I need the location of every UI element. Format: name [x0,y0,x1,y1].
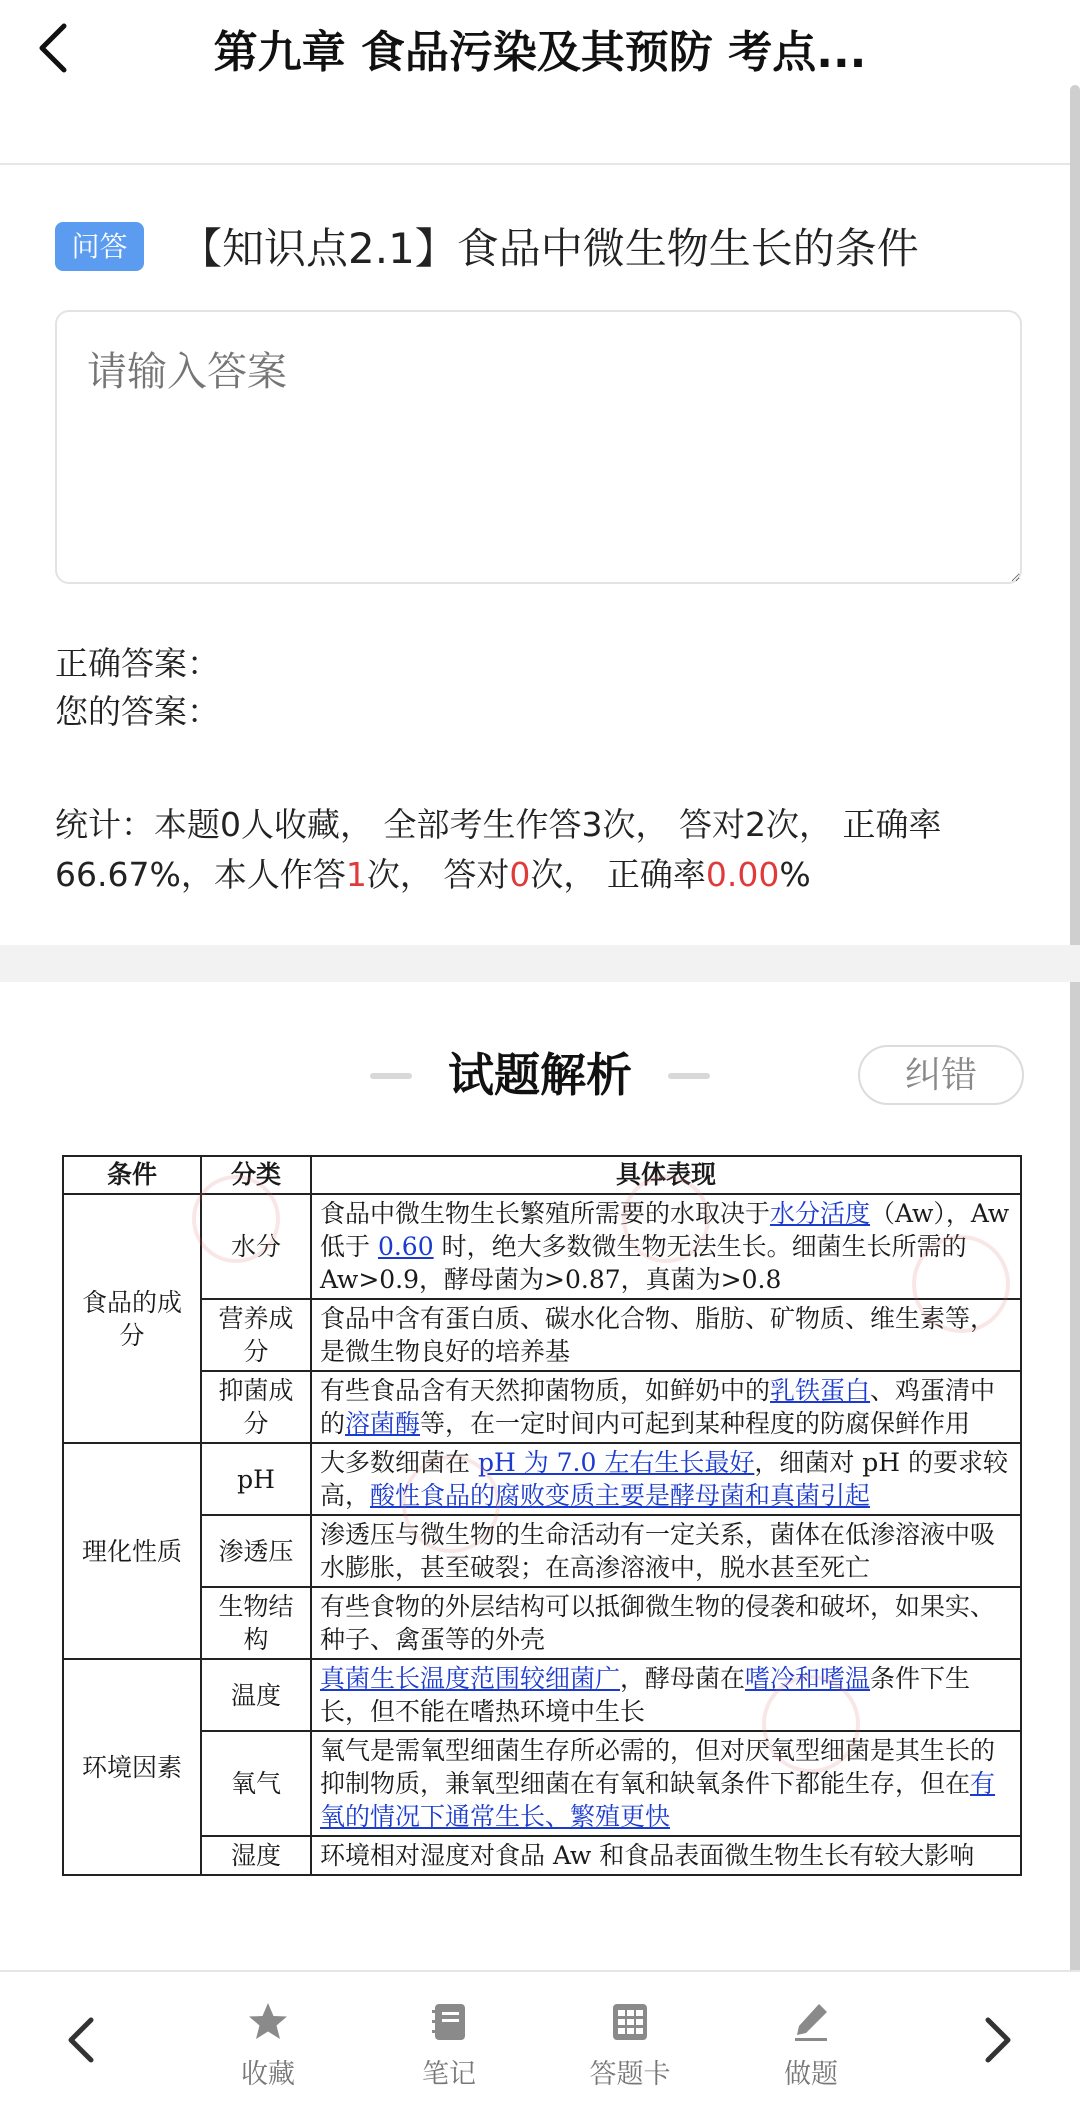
question-header [55,218,1020,288]
analysis-title: 试题解析 [448,1048,632,1102]
tab-label: 做题 [784,2059,838,2090]
group-environment: 环境因素 [63,1659,201,1875]
notebook-icon [427,2000,471,2044]
detail-link[interactable]: 真菌生长温度范围较细菌广 [320,1664,621,1693]
table-row [63,1659,1021,1731]
star-icon [246,2000,290,2044]
title-dash-right [668,1073,710,1079]
group-food-composition: 食品的成分 [63,1194,201,1443]
tab-label: 收藏 [241,2059,295,2090]
table-row [63,1836,1021,1875]
grid-icon [608,2000,652,2044]
table-row [63,1299,1021,1371]
table-row [63,1587,1021,1659]
detail-text: 有些食品含有天然抑菌物质，如鲜奶中的 [320,1376,771,1405]
detail-text: 大多数细菌在 [320,1448,478,1477]
next-question-button[interactable] [968,2012,1024,2068]
detail-text: ，细菌对 pH 的要求较高， [320,1448,1009,1510]
category-cell: 渗透压 [201,1515,311,1587]
tab-notes[interactable] [389,2000,509,2091]
stats-text-4: % [779,855,811,894]
table-row [63,1371,1021,1443]
stats-text-3: 次， 正确率 [530,855,706,894]
header-category: 分类 [201,1156,311,1194]
answer-input[interactable] [55,310,1022,584]
your-answer-label: 您的答案： [55,692,220,731]
detail-text: 氧气是需氧型细菌生存所必需的，但对厌氧型细菌是其生长的抑制物质，兼氧型细菌在有氧和缺氧条件下都能生存，但在 [320,1736,996,1798]
header-condition: 条件 [63,1156,201,1194]
knowledge-table-image [62,1155,1022,1876]
detail-cell [311,1194,1021,1299]
table-row [63,1731,1021,1836]
table-row [63,1194,1021,1299]
table-row [63,1443,1021,1515]
correct-answer-label: 正确答案： [55,644,220,683]
detail-link[interactable]: 酸性食品的腐败变质主要是酵母菌和真菌引起 [370,1481,871,1510]
tab-label: 笔记 [422,2059,476,2090]
detail-cell: 环境相对湿度对食品 Aw 和食品表面微生物生长有较大影响 [311,1836,1021,1875]
category-cell: 生物结构 [201,1587,311,1659]
previous-question-button[interactable] [55,2012,111,2068]
table-row [63,1515,1021,1587]
report-error-button[interactable]: 纠错 [858,1045,1024,1105]
stats-my-rate: 0.00 [705,855,780,894]
tab-practice[interactable] [751,2000,871,2091]
statistics-text [55,800,1045,900]
detail-link[interactable]: 乳铁蛋白 [770,1376,871,1405]
detail-cell: 有些食物的外层结构可以抵御微生物的侵袭和破坏，如果实、种子、禽蛋等的外壳 [311,1587,1021,1659]
category-cell: 抑菌成分 [201,1371,311,1443]
question-type-badge: 问答 [55,222,144,271]
scrollbar[interactable] [1070,85,1080,1975]
detail-text: 、鸡蛋清中的 [320,1376,996,1438]
detail-cell [311,1659,1021,1731]
detail-text: 食品中微生物生长繁殖所需要的水取决于 [320,1199,771,1228]
category-cell: 温度 [201,1659,311,1731]
detail-text: 条件下生长，但不能在嗜热环境中生长 [320,1664,971,1726]
detail-text: 时，绝大多数微生物无法生长。细菌生长所需的 Aw>0.9，酵母菌为>0.87，真菌为>0.8 [320,1232,967,1294]
tab-label: 答题卡 [589,2059,671,2090]
detail-text: ，酵母菌在 [620,1664,746,1693]
tab-favorite[interactable] [208,2000,328,2091]
detail-link[interactable]: 水分活度 [770,1199,871,1228]
category-cell: 氧气 [201,1731,311,1836]
section-divider [0,945,1080,982]
pencil-icon [789,2000,833,2044]
detail-link[interactable]: 嗜冷和嗜温 [745,1664,871,1693]
table-header-row [63,1156,1021,1194]
back-button[interactable] [30,18,90,78]
detail-link[interactable]: 溶菌酶 [345,1409,421,1438]
group-physicochemical: 理化性质 [63,1443,201,1659]
category-cell: 湿度 [201,1836,311,1875]
page-title: 第九章 食品污染及其预防 考点... [213,27,867,78]
category-cell: 营养成分 [201,1299,311,1371]
detail-text: 等，在一定时间内可起到某种程度的防腐保鲜作用 [420,1409,971,1438]
detail-cell [311,1731,1021,1836]
stats-text-2: 次， 答对 [366,855,510,894]
detail-text: （Aw），Aw 低于 [320,1199,1010,1261]
detail-cell [311,1371,1021,1443]
detail-link[interactable]: 有氧的情况下通常生长、繁殖更快 [320,1769,996,1831]
detail-link[interactable]: pH 为 7.0 左右生长最好 [477,1448,755,1477]
stats-text-1: 统计：本题0人收藏， 全部考生作答3次， 答对2次， 正确率66.67%，本人作答 [55,805,942,894]
header-detail: 具体表现 [311,1156,1021,1194]
stats-my-correct: 0 [509,855,531,894]
tab-answer-sheet[interactable] [570,2000,690,2091]
detail-cell: 渗透压与微生物的生命活动有一定关系，菌体在低渗溶液中吸水膨胀，甚至破裂；在高渗溶液中，脱水甚至死亡 [311,1515,1021,1587]
detail-cell: 食品中含有蛋白质、碳水化合物、脂肪、矿物质、维生素等，是微生物良好的培养基 [311,1299,1021,1371]
detail-link[interactable]: 0.60 [377,1232,434,1261]
stats-my-attempts: 1 [345,855,367,894]
category-cell: 水分 [201,1194,311,1299]
detail-cell [311,1443,1021,1515]
bottom-toolbar [0,1970,1080,2105]
top-navigation-bar [0,0,1080,165]
title-dash-left [370,1073,412,1079]
category-cell: pH [201,1443,311,1515]
conditions-table [62,1155,1022,1876]
question-title: 【知识点2.1】食品中微生物生长的条件 [180,224,919,273]
